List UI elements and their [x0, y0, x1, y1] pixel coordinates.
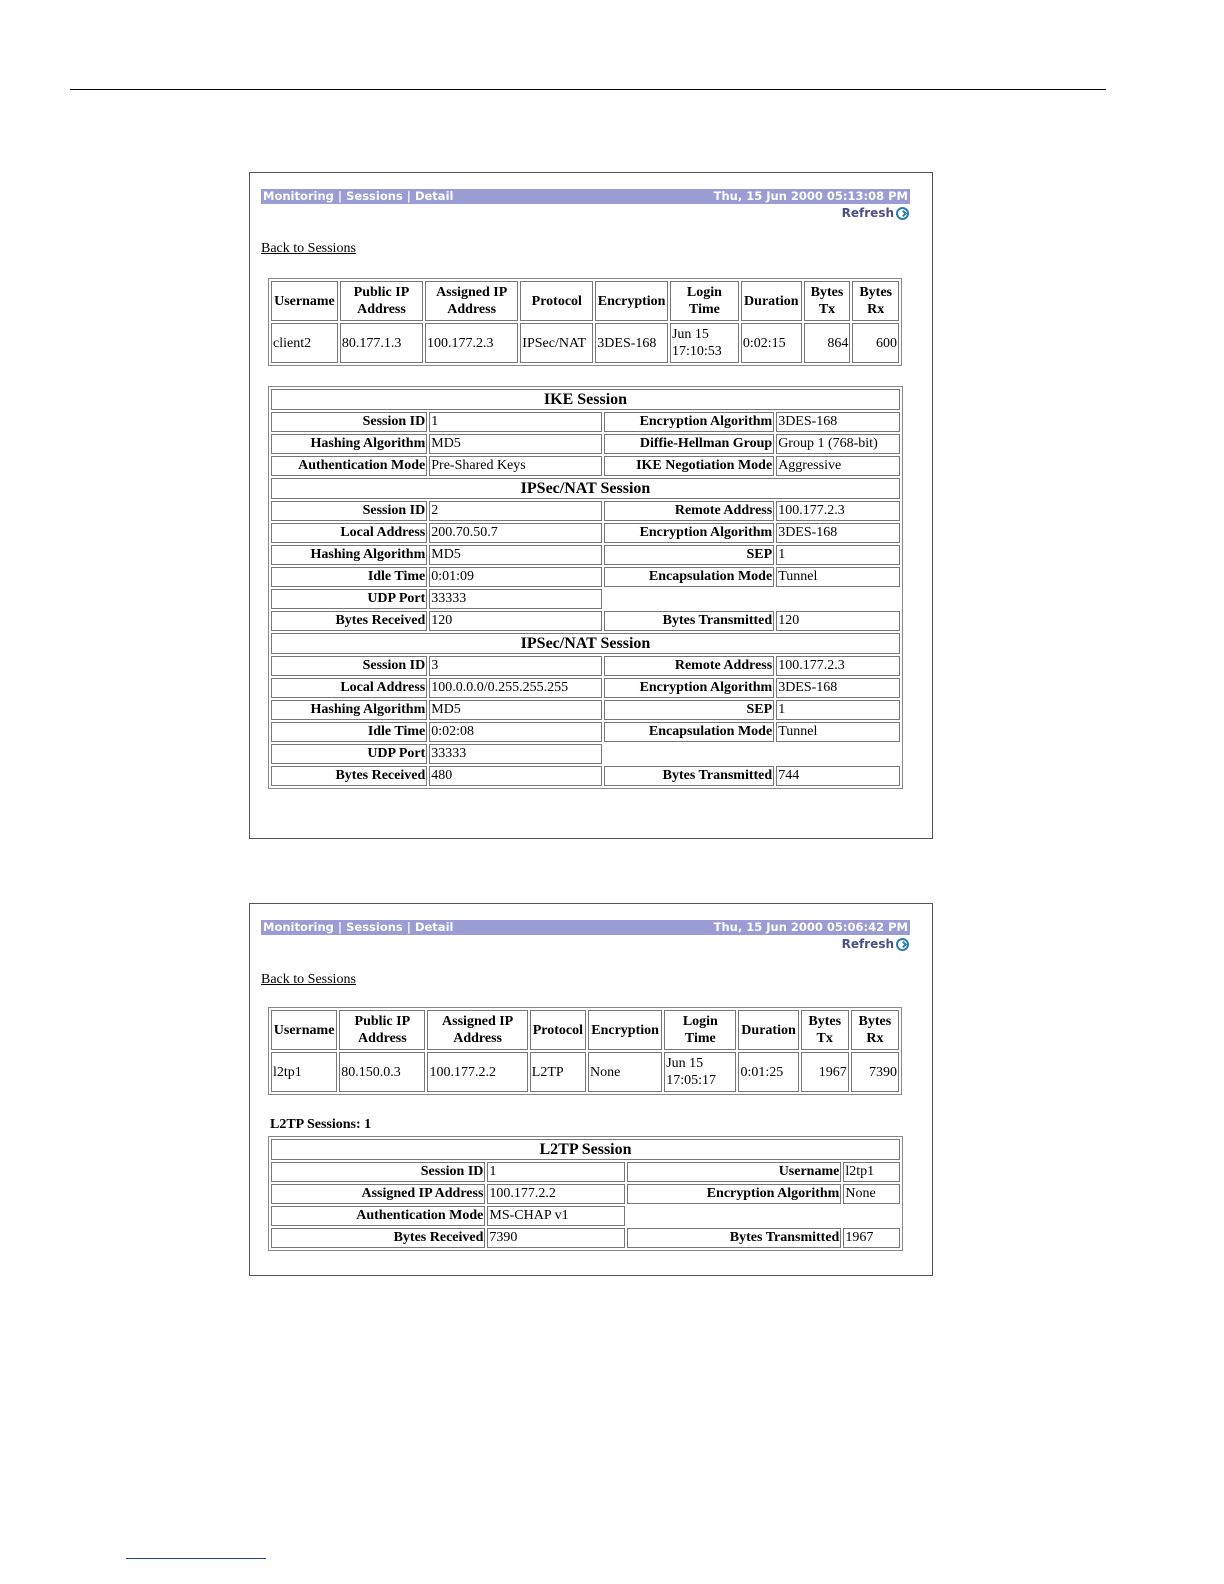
refresh-label: Refresh — [841, 206, 894, 220]
table-row — [271, 656, 900, 676]
table-header-row — [271, 1010, 899, 1050]
refresh-label: Refresh — [841, 937, 894, 951]
cell-login-time: Jun 15 17:10:53 — [670, 323, 739, 363]
label: SEP — [604, 545, 774, 565]
table-row — [271, 323, 899, 363]
label: UDP Port — [271, 744, 427, 764]
l2tp-detail-table — [268, 1136, 903, 1251]
col-header: Encryption — [588, 1010, 662, 1050]
label: Assigned IP Address — [271, 1184, 485, 1204]
section-header-ipsec — [271, 633, 900, 654]
cell-encryption: 3DES-168 — [595, 323, 668, 363]
label: Local Address — [271, 678, 427, 698]
label: Idle Time — [271, 567, 427, 587]
refresh-icon — [896, 938, 909, 951]
section-title: IKE Session — [271, 389, 900, 410]
section-title: IPSec/NAT Session — [271, 633, 900, 654]
cell-duration: 0:02:15 — [741, 323, 802, 363]
value: 480 — [429, 766, 601, 786]
value: 200.70.50.7 — [429, 523, 601, 543]
label: Encapsulation Mode — [604, 722, 774, 742]
value: MD5 — [429, 545, 601, 565]
label: Encryption Algorithm — [627, 1184, 841, 1204]
session-detail-screen-ipsec — [249, 172, 933, 839]
col-header: Bytes Rx — [851, 1010, 899, 1050]
value: 0:01:09 — [429, 567, 601, 587]
value: 100.177.2.3 — [776, 656, 900, 676]
label: Bytes Received — [271, 611, 427, 631]
back-to-sessions-link[interactable]: Back to Sessions — [261, 972, 356, 987]
label: Authentication Mode — [271, 456, 427, 476]
value: Pre-Shared Keys — [429, 456, 601, 476]
cell-bytes-rx: 600 — [852, 323, 899, 363]
cell-username: client2 — [271, 323, 338, 363]
ipsec-detail-table — [268, 386, 903, 789]
value: 100.177.2.2 — [487, 1184, 625, 1204]
breadcrumb: Monitoring | Sessions | Detail — [263, 920, 454, 934]
label: Username — [627, 1162, 841, 1182]
value: MD5 — [429, 700, 601, 720]
value: l2tp1 — [843, 1162, 900, 1182]
label: Idle Time — [271, 722, 427, 742]
label: Encryption Algorithm — [604, 523, 774, 543]
label: Bytes Received — [271, 766, 427, 786]
col-header: Protocol — [520, 281, 593, 321]
col-header: Username — [271, 281, 338, 321]
table-header-row — [271, 281, 899, 321]
value: 0:02:08 — [429, 722, 601, 742]
cell-public-ip: 80.177.1.3 — [340, 323, 423, 363]
value: MS-CHAP v1 — [487, 1206, 625, 1226]
value: 7390 — [487, 1228, 625, 1248]
cell-public-ip: 80.150.0.3 — [339, 1052, 425, 1092]
refresh-button[interactable] — [842, 937, 909, 951]
label: Remote Address — [604, 656, 774, 676]
label: Encryption Algorithm — [604, 678, 774, 698]
cell-protocol: L2TP — [530, 1052, 586, 1092]
col-header: Public IP Address — [339, 1010, 425, 1050]
table-row — [271, 744, 900, 764]
label: Session ID — [271, 501, 427, 521]
section-title: IPSec/NAT Session — [271, 478, 900, 499]
cell-encryption: None — [588, 1052, 662, 1092]
table-row — [271, 1228, 900, 1248]
label: Session ID — [271, 1162, 485, 1182]
cell-assigned-ip: 100.177.2.2 — [427, 1052, 527, 1092]
label: IKE Negotiation Mode — [604, 456, 774, 476]
page-top-rule — [70, 89, 1106, 90]
table-row — [271, 611, 900, 631]
col-header: Bytes Tx — [804, 281, 851, 321]
value: 3DES-168 — [776, 678, 900, 698]
col-header: Bytes Rx — [852, 281, 899, 321]
label: Encapsulation Mode — [604, 567, 774, 587]
value: Aggressive — [776, 456, 900, 476]
cell-bytes-rx: 7390 — [851, 1052, 899, 1092]
breadcrumb: Monitoring | Sessions | Detail — [263, 189, 454, 203]
value: 120 — [776, 611, 900, 631]
value: 1967 — [843, 1228, 900, 1248]
col-header: Duration — [741, 281, 802, 321]
table-row — [271, 1206, 900, 1226]
title-bar — [261, 189, 910, 204]
value: 3DES-168 — [776, 412, 900, 432]
page-bottom-rule — [126, 1558, 266, 1559]
value: 3DES-168 — [776, 523, 900, 543]
label: UDP Port — [271, 589, 427, 609]
col-header: Protocol — [530, 1010, 586, 1050]
value: None — [843, 1184, 900, 1204]
title-bar — [261, 920, 910, 935]
cell-protocol: IPSec/NAT — [520, 323, 593, 363]
label: Local Address — [271, 523, 427, 543]
table-row — [271, 412, 900, 432]
cell-bytes-tx: 1967 — [801, 1052, 849, 1092]
table-row — [271, 434, 900, 454]
value: 100.177.2.3 — [776, 501, 900, 521]
label: Bytes Transmitted — [604, 766, 774, 786]
label: Session ID — [271, 656, 427, 676]
label: Remote Address — [604, 501, 774, 521]
table-row — [271, 456, 900, 476]
label: Diffie-Hellman Group — [604, 434, 774, 454]
col-header: Duration — [738, 1010, 798, 1050]
section-header-ipsec — [271, 478, 900, 499]
cell-duration: 0:01:25 — [738, 1052, 798, 1092]
value: 1 — [429, 412, 601, 432]
table-row — [271, 523, 900, 543]
value: Tunnel — [776, 722, 900, 742]
table-row — [271, 766, 900, 786]
label: Bytes Received — [271, 1228, 485, 1248]
section-header-l2tp — [271, 1139, 900, 1160]
value: MD5 — [429, 434, 601, 454]
cell-bytes-tx: 864 — [804, 323, 851, 363]
col-header: Login Time — [670, 281, 739, 321]
timestamp: Thu, 15 Jun 2000 05:13:08 PM — [713, 189, 908, 203]
col-header: Assigned IP Address — [427, 1010, 527, 1050]
value: 33333 — [429, 589, 601, 609]
session-summary-table — [268, 278, 902, 366]
value: 120 — [429, 611, 601, 631]
label: Encryption Algorithm — [604, 412, 774, 432]
col-header: Encryption — [595, 281, 668, 321]
value: 1 — [776, 700, 900, 720]
table-row — [271, 1184, 900, 1204]
value: 1 — [487, 1162, 625, 1182]
empty-cell — [604, 744, 900, 764]
value: 3 — [429, 656, 601, 676]
cell-login-time: Jun 15 17:05:17 — [664, 1052, 736, 1092]
cell-assigned-ip: 100.177.2.3 — [425, 323, 518, 363]
session-summary-table — [268, 1007, 902, 1095]
l2tp-session-count: L2TP Sessions: 1 — [270, 1117, 372, 1132]
section-title: L2TP Session — [271, 1139, 900, 1160]
value: Group 1 (768-bit) — [776, 434, 900, 454]
label: SEP — [604, 700, 774, 720]
refresh-icon — [896, 207, 909, 220]
col-header: Bytes Tx — [801, 1010, 849, 1050]
col-header: Username — [271, 1010, 337, 1050]
col-header: Login Time — [664, 1010, 736, 1050]
cell-username: l2tp1 — [271, 1052, 337, 1092]
label: Hashing Algorithm — [271, 545, 427, 565]
value: 33333 — [429, 744, 601, 764]
label: Bytes Transmitted — [627, 1228, 841, 1248]
table-row — [271, 1162, 900, 1182]
label: Hashing Algorithm — [271, 700, 427, 720]
table-row — [271, 545, 900, 565]
table-row — [271, 501, 900, 521]
refresh-button[interactable] — [842, 206, 909, 220]
value: 1 — [776, 545, 900, 565]
table-row — [271, 700, 900, 720]
label: Bytes Transmitted — [604, 611, 774, 631]
table-row — [271, 567, 900, 587]
col-header: Public IP Address — [340, 281, 423, 321]
value: 100.0.0.0/0.255.255.255 — [429, 678, 601, 698]
table-row — [271, 678, 900, 698]
empty-cell — [604, 589, 900, 609]
section-header-ike — [271, 389, 900, 410]
back-to-sessions-link[interactable]: Back to Sessions — [261, 241, 356, 256]
value: Tunnel — [776, 567, 900, 587]
label: Authentication Mode — [271, 1206, 485, 1226]
value: 744 — [776, 766, 900, 786]
col-header: Assigned IP Address — [425, 281, 518, 321]
timestamp: Thu, 15 Jun 2000 05:06:42 PM — [713, 920, 908, 934]
session-detail-screen-l2tp — [249, 903, 933, 1276]
label: Hashing Algorithm — [271, 434, 427, 454]
label: Session ID — [271, 412, 427, 432]
table-row — [271, 722, 900, 742]
empty-cell — [627, 1206, 900, 1226]
table-row — [271, 1052, 899, 1092]
value: 2 — [429, 501, 601, 521]
table-row — [271, 589, 900, 609]
